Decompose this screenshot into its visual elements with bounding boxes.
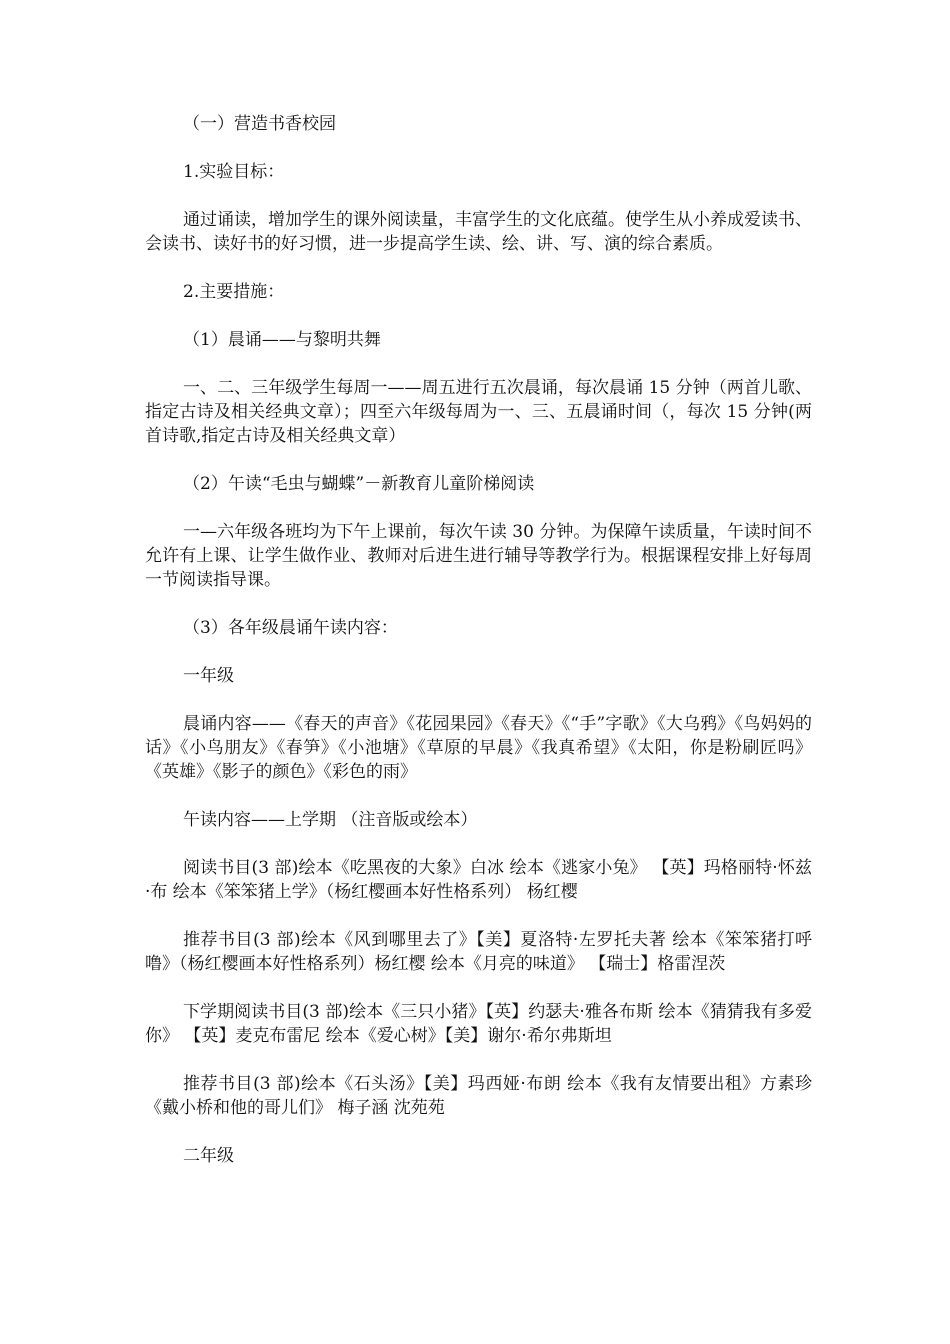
paragraph-grade-one-noon: 午读内容——上学期 （注音版或绘本） <box>183 810 478 830</box>
paragraph-second-term-recommended: 推荐书目(3 部)绘本《石头汤》【美】玛西娅·布朗 绘本《我有友情要出租》方素珍《戴小桥和他的哥儿们》 梅子涵 沈苑苑 <box>145 1074 812 1118</box>
grade-two-heading: 二年级 <box>183 1146 234 1166</box>
subheading-noon-reading: （2）午读“毛虫与蝴蝶”－新教育儿童阶梯阅读 <box>183 474 535 494</box>
paragraph-noon-reading: 一—六年级各班均为下午上课前，每次午读 30 分钟。为保障午读质量，午读时间不允许有上课、让学生做作业、教师对后进生进行辅导等教学行为。根据课程安排上好每周一节阅读指导课。 <box>145 522 812 590</box>
section-heading: （一）营造书香校园 <box>183 114 336 134</box>
document-page <box>145 112 812 1168</box>
paragraph-recommended-list: 推荐书目(3 部)绘本《风到哪里去了》【美】夏洛特·左罗托夫著 绘本《笨笨猪打呼噜》（杨红樱画本好性格系列）杨红樱 绘本《月亮的味道》 【瑞士】格雷涅茨 <box>145 930 812 974</box>
paragraph-grade-one-morning: 晨诵内容——《春天的声音》《花园果园》《春天》《“手”字歌》《大乌鸦》《鸟妈妈的话》《小鸟朋友》《春笋》《小池塘》《草原的早晨》《我真希望》《太阳，你是粉刷匠吗》《英雄》《影子的颜色》《彩色的雨》 <box>145 714 812 782</box>
grade-one-heading: 一年级 <box>183 666 234 686</box>
paragraph-second-term-list: 下学期阅读书目(3 部)绘本《三只小猪》【英】约瑟夫·雅各布斯 绘本《猜猜我有多爱你》 【英】麦克布雷尼 绘本《爱心树》【美】谢尔·希尔弗斯坦 <box>145 1002 812 1046</box>
subheading-grade-contents: （3）各年级晨诵午读内容： <box>183 618 398 638</box>
subheading-measures: 2.主要措施： <box>183 282 285 302</box>
paragraph-goal: 通过诵读，增加学生的课外阅读量，丰富学生的文化底蕴。使学生从小养成爱读书、会读书、读好书的好习惯，进一步提高学生读、绘、讲、写、演的综合素质。 <box>145 210 812 254</box>
subheading-morning-recital: （1）晨诵——与黎明共舞 <box>183 330 381 350</box>
subheading-goal: 1.实验目标： <box>183 162 285 182</box>
paragraph-morning-recital: 一、二、三年级学生每周一——周五进行五次晨诵，每次晨诵 15 分钟（两首儿歌、指定古诗及相关经典文章）；四至六年级每周为一、三、五晨诵时间（，每次 15 分钟(两首诗歌,指定古诗及相关经典文章） <box>145 378 812 446</box>
paragraph-reading-list: 阅读书目(3 部)绘本《吃黑夜的大象》白冰 绘本《逃家小兔》 【英】玛格丽特·怀兹·布 绘本《笨笨猪上学》（杨红樱画本好性格系列） 杨红樱 <box>145 858 812 902</box>
